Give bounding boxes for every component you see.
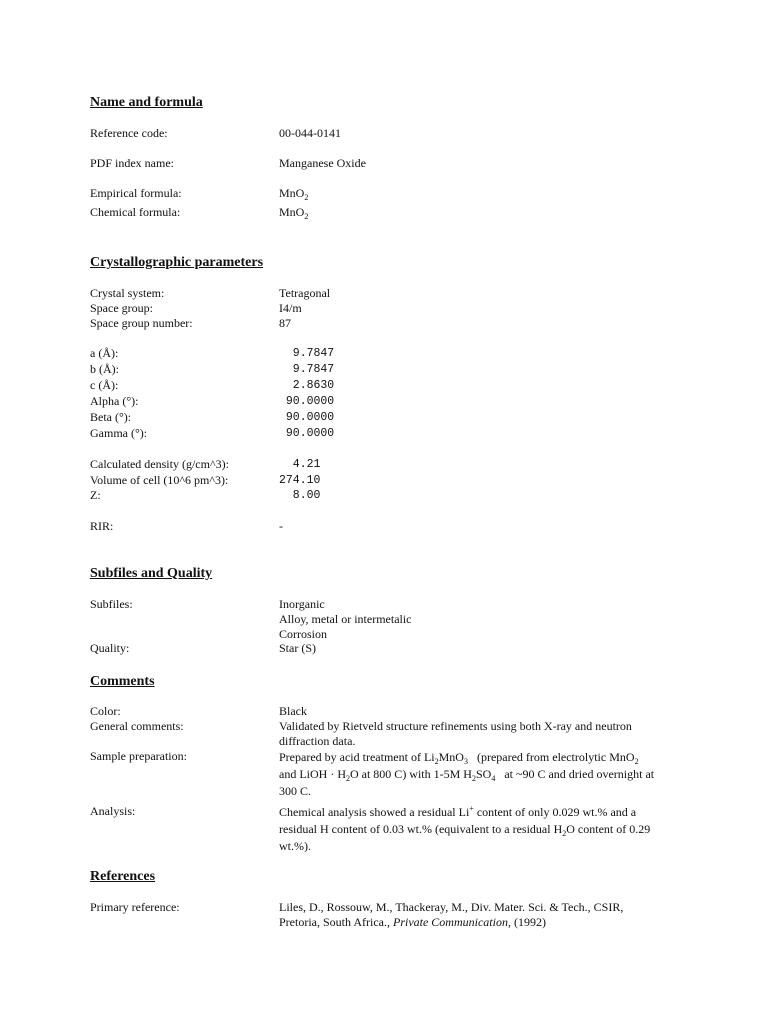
alpha-label: Alpha (°): bbox=[90, 394, 139, 408]
beta-label: Beta (°): bbox=[90, 410, 132, 424]
z-label: Z: bbox=[90, 488, 101, 502]
crystal-system-value: Tetragonal bbox=[279, 286, 331, 300]
section-heading-crystallographic: Crystallographic parameters bbox=[90, 255, 264, 270]
sample-preparation-value: Prepared by acid treatment of $Li_2MnO_3$ (prepared from electrolytic MnO$_2$ and LiOH · $H_2O$ at 800 C) with 1-5M $H_2SO_4$ at ~90 C and dried overnight at 300 C. bbox=[279, 750, 655, 798]
chemical-formula-label: Chemical formula: bbox=[90, 205, 181, 219]
density-value: 4.21 bbox=[279, 458, 321, 471]
space-group-value: I4/m bbox=[279, 301, 302, 315]
cell-b-label: b (Å): bbox=[90, 362, 119, 376]
reference-code-label: Reference code: bbox=[90, 126, 168, 140]
subfile-item: Inorganic bbox=[279, 597, 325, 611]
crystal-system-label: Crystal system: bbox=[90, 286, 165, 300]
empirical-formula-value: MnO$_2$ bbox=[279, 186, 309, 202]
space-group-number-label: Space group number: bbox=[90, 316, 193, 330]
cell-a-label: a (Å): bbox=[90, 346, 119, 360]
volume-value: 274.10 bbox=[279, 474, 321, 487]
pdf-index-name-label: PDF index name: bbox=[90, 156, 174, 170]
gamma-label: Gamma (°): bbox=[90, 426, 148, 440]
general-comments-label: General comments: bbox=[90, 719, 184, 733]
alpha-value: 90.0000 bbox=[279, 395, 335, 408]
subfile-item: Alloy, metal or intermetalic bbox=[279, 612, 412, 626]
color-label: Color: bbox=[90, 704, 121, 718]
cell-b-value: 9.7847 bbox=[279, 363, 335, 376]
beta-value: 90.0000 bbox=[279, 411, 335, 424]
z-value: 8.00 bbox=[279, 489, 321, 502]
primary-reference-value: Liles, D., Rossouw, M., Thackeray, M., Div. Mater. Sci. & Tech., CSIR, Pretoria, South Africa., Private Communication, (1992) bbox=[279, 900, 624, 929]
reference-code-value: 00-044-0141 bbox=[279, 126, 341, 140]
primary-reference-label: Primary reference: bbox=[90, 900, 180, 914]
cell-c-value: 2.8630 bbox=[279, 379, 335, 392]
space-group-number-value: 87 bbox=[279, 316, 291, 330]
cell-c-label: c (Å): bbox=[90, 378, 119, 392]
chemical-formula-value: MnO$_2$ bbox=[279, 205, 309, 221]
analysis-value: Chemical analysis showed a residual Li+ content of only 0.029 wt.% and a residual H content of 0.03 wt.% (equivalent to a residual $H_2O$ content of 0.29 wt.%). bbox=[279, 804, 651, 853]
density-label: Calculated density (g/cm^3): bbox=[90, 457, 229, 471]
rir-label: RIR: bbox=[90, 519, 114, 533]
quality-value: Star (S) bbox=[279, 641, 316, 655]
quality-label: Quality: bbox=[90, 641, 130, 655]
rir-value: - bbox=[279, 519, 283, 533]
analysis-label: Analysis: bbox=[90, 804, 136, 818]
empirical-formula-label: Empirical formula: bbox=[90, 186, 182, 200]
section-heading-name-formula: Name and formula bbox=[90, 95, 203, 110]
section-heading-subfiles: Subfiles and Quality bbox=[90, 566, 213, 581]
space-group-label: Space group: bbox=[90, 301, 153, 315]
subfile-item: Corrosion bbox=[279, 627, 327, 641]
cell-a-value: 9.7847 bbox=[279, 347, 335, 360]
section-heading-comments: Comments bbox=[90, 674, 155, 689]
section-heading-references: References bbox=[90, 869, 156, 884]
subfiles-label: Subfiles: bbox=[90, 597, 133, 611]
color-value: Black bbox=[279, 704, 307, 718]
gamma-value: 90.0000 bbox=[279, 427, 335, 440]
general-comments-value: Validated by Rietveld structure refinements using both X-ray and neutron diffraction data. bbox=[279, 719, 632, 748]
volume-label: Volume of cell (10^6 pm^3): bbox=[90, 473, 229, 487]
pdf-index-name-value: Manganese Oxide bbox=[279, 156, 366, 170]
sample-preparation-label: Sample preparation: bbox=[90, 749, 187, 763]
